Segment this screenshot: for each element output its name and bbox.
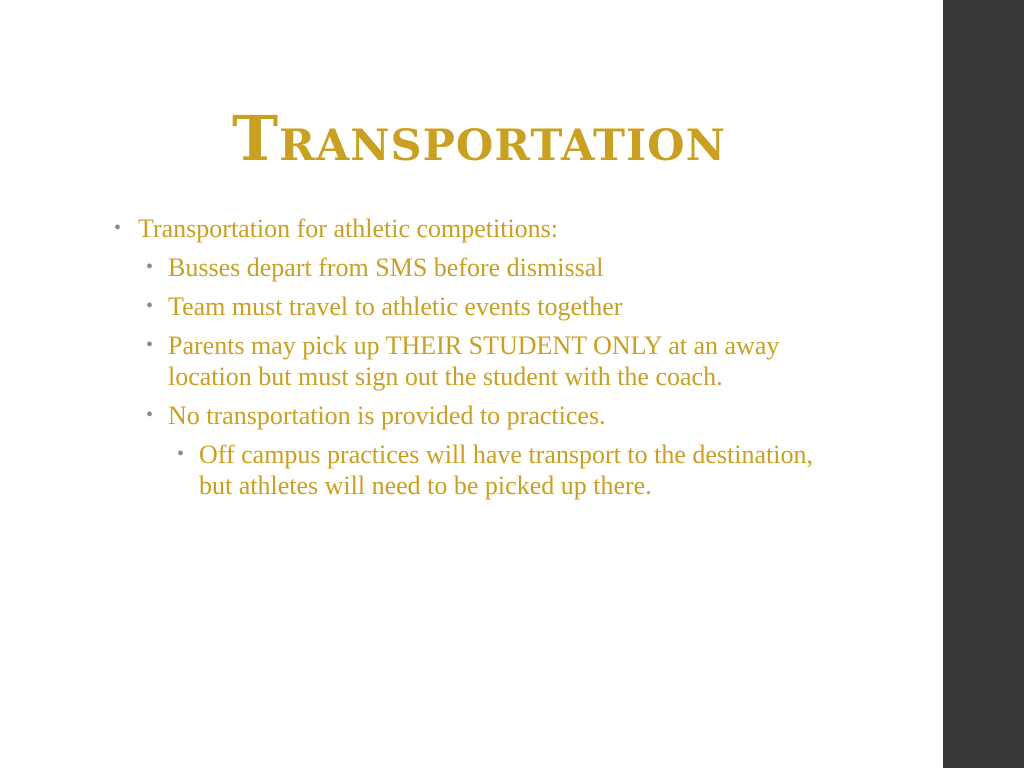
bullet-text: Parents may pick up THEIR STUDENT ONLY at an away location but must sign out the student with the coach. (168, 331, 780, 391)
bullet-text: Off campus practices will have transport to the destination, but athletes will need to be picked up there. (199, 440, 813, 500)
bullet-list (108, 213, 848, 509)
bullet-icon: • (177, 443, 185, 465)
bullet-text: Transportation for athletic competitions: (138, 214, 559, 243)
sub-bullet-item (108, 291, 848, 322)
bullet-icon: • (146, 404, 154, 426)
sub-bullet-item (108, 330, 848, 392)
bullet-text: Team must travel to athletic events together (168, 292, 623, 321)
bullet-text: No transportation is provided to practices. (168, 401, 606, 430)
bullet-icon: • (114, 217, 122, 239)
bullet-icon: • (146, 295, 154, 317)
bullet-icon: • (146, 256, 154, 278)
sub-bullet-item (108, 252, 848, 283)
side-accent-bar (943, 0, 1024, 768)
bullet-item (108, 213, 848, 244)
sub-bullet-item (108, 400, 848, 431)
bullet-text: Busses depart from SMS before dismissal (168, 253, 604, 282)
bullet-icon: • (146, 334, 154, 356)
slide-title: Transportation (232, 102, 726, 175)
sub-sub-bullet-item (108, 439, 848, 501)
